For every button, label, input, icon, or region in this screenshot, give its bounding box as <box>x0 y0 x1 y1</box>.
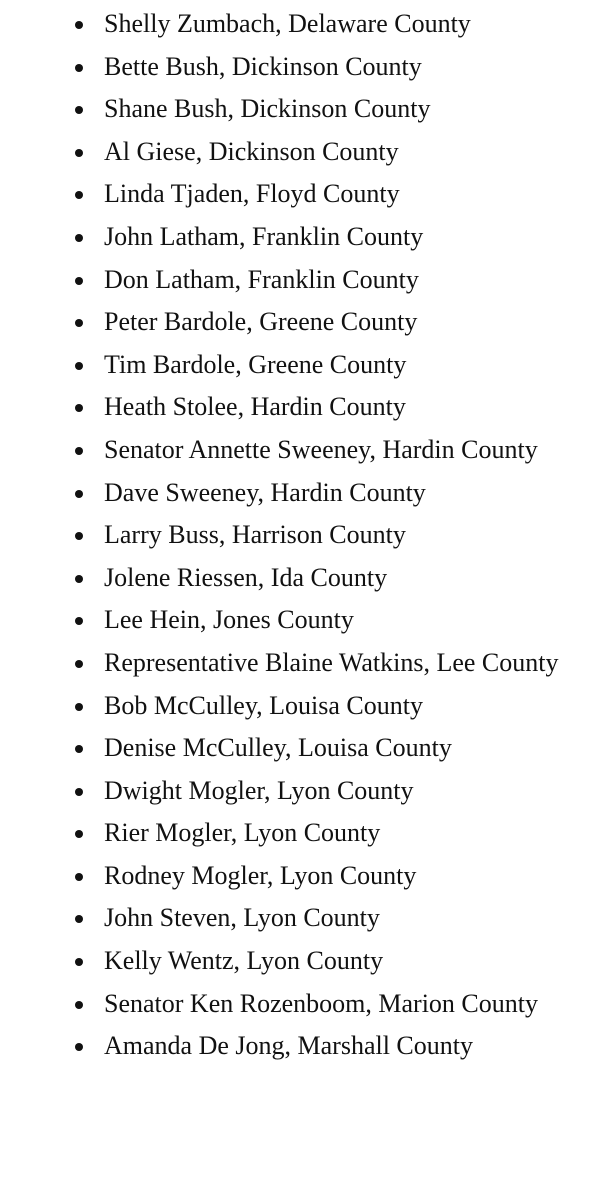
list-item <box>0 983 606 1026</box>
list-item <box>0 173 606 216</box>
list-item-text: Linda Tjaden, Floyd County <box>104 179 400 209</box>
list-item <box>0 727 606 770</box>
list-item <box>0 131 606 174</box>
list-item <box>0 259 606 302</box>
bullet-icon <box>75 703 83 711</box>
bullet-icon <box>75 617 83 625</box>
bullet-icon <box>75 191 83 199</box>
bullet-icon <box>75 1001 83 1009</box>
list-item <box>0 344 606 387</box>
list-item-text: John Latham, Franklin County <box>104 221 424 251</box>
list-item <box>0 897 606 940</box>
bullet-icon <box>75 532 83 540</box>
list-item <box>0 216 606 259</box>
bullet-icon <box>75 575 83 583</box>
list-item-text: Jolene Riessen, Ida County <box>104 562 388 592</box>
list-item-text: Shane Bush, Dickinson County <box>104 94 431 124</box>
list-item <box>0 386 606 429</box>
list-item-text: Dave Sweeney, Hardin County <box>104 477 426 507</box>
list-item-text: Al Giese, Dickinson County <box>104 136 399 166</box>
list-item-text: Bette Bush, Dickinson County <box>104 51 422 81</box>
list-item <box>0 940 606 983</box>
list-item-text: Rier Mogler, Lyon County <box>104 818 381 848</box>
list-item-text: Peter Bardole, Greene County <box>104 307 418 337</box>
list-item <box>0 46 606 89</box>
list-item-text: Denise McCulley, Louisa County <box>104 733 452 763</box>
bullet-icon <box>75 915 83 923</box>
list-item-text: Shelly Zumbach, Delaware County <box>104 9 471 38</box>
list-item-text: Bob McCulley, Louisa County <box>104 690 423 720</box>
list-item-text: Senator Annette Sweeney, Hardin County <box>104 434 538 464</box>
bullet-icon <box>75 830 83 838</box>
endorsement-list <box>0 3 606 1068</box>
bullet-icon <box>75 234 83 242</box>
list-item <box>0 557 606 600</box>
bullet-icon <box>75 788 83 796</box>
bullet-icon <box>75 404 83 412</box>
list-item-text: Representative Blaine Watkins, Lee County <box>104 647 559 677</box>
list-item <box>0 812 606 855</box>
list-item-text: Senator Ken Rozenboom, Marion County <box>104 988 538 1018</box>
list-item <box>0 3 606 46</box>
bullet-icon <box>75 319 83 327</box>
list-item-text: Kelly Wentz, Lyon County <box>104 946 384 976</box>
bullet-icon <box>75 277 83 285</box>
list-item-text: Lee Hein, Jones County <box>104 605 354 635</box>
list-item <box>0 301 606 344</box>
bullet-icon <box>75 873 83 881</box>
list-item-text: Rodney Mogler, Lyon County <box>104 860 417 890</box>
list-item <box>0 685 606 728</box>
bullet-icon <box>75 21 83 29</box>
list-item <box>0 855 606 898</box>
list-item <box>0 1025 606 1068</box>
list-item-text: John Steven, Lyon County <box>104 903 380 933</box>
bullet-icon <box>75 64 83 72</box>
list-item <box>0 88 606 131</box>
bullet-icon <box>75 106 83 114</box>
list-item-text: Larry Buss, Harrison County <box>104 520 406 550</box>
bullet-icon <box>75 447 83 455</box>
bullet-icon <box>75 958 83 966</box>
list-item <box>0 472 606 515</box>
bullet-icon <box>75 745 83 753</box>
list-item <box>0 514 606 557</box>
bullet-icon <box>75 362 83 370</box>
list-item <box>0 770 606 813</box>
list-item-text: Amanda De Jong, Marshall County <box>104 1031 474 1061</box>
bullet-icon <box>75 1043 83 1051</box>
list-item <box>0 429 606 472</box>
list-item-text: Tim Bardole, Greene County <box>104 349 407 379</box>
list-item <box>0 599 606 642</box>
bullet-icon <box>75 490 83 498</box>
list-item-text: Heath Stolee, Hardin County <box>104 392 406 422</box>
bullet-icon <box>75 660 83 668</box>
list-item-text: Dwight Mogler, Lyon County <box>104 775 414 805</box>
bullet-icon <box>75 149 83 157</box>
list-item <box>0 642 606 685</box>
list-item-text: Don Latham, Franklin County <box>104 264 419 294</box>
